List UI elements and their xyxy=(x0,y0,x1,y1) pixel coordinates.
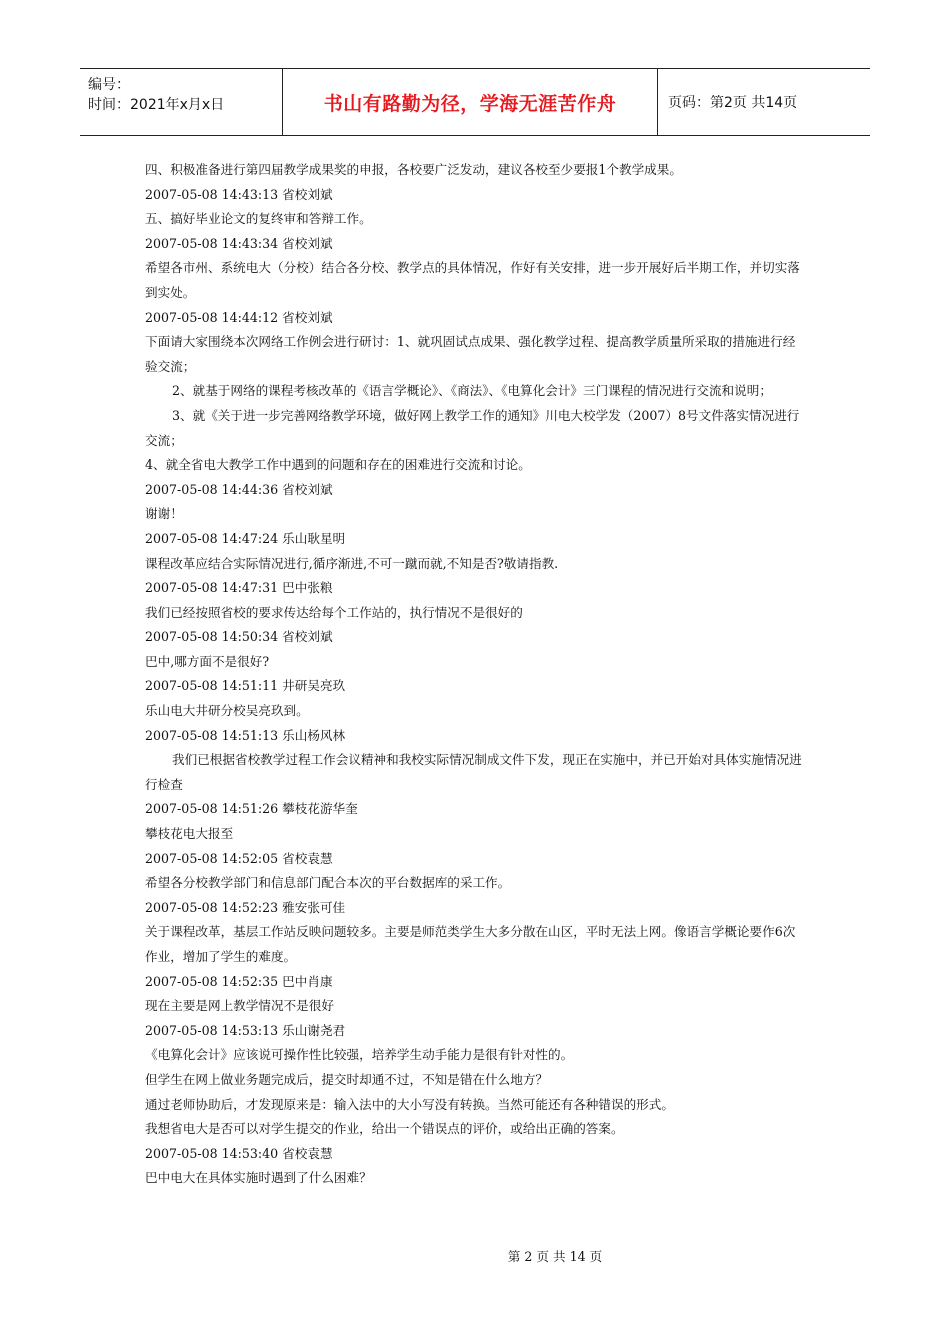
message-text: 《电算化会计》应该说可操作性比较强，培养学生动手能力是很有针对性的。 xyxy=(145,1047,574,1063)
document-time-label: 时间：2021年x月x日 xyxy=(88,97,225,113)
message-text: 关于课程改革，基层工作站反映问题较多。主要是师范类学生大多分散在山区，平时无法上网。像语言学概论要作6次作业，增加了学生的难度。 xyxy=(145,924,796,964)
message-timestamp: 2007-05-08 14:52:23 雅安张可佳 xyxy=(145,899,346,915)
message-text: 4、就全省电大教学工作中遇到的问题和存在的困难进行交流和讨论。 xyxy=(145,457,531,473)
message-text: 攀枝花电大报至 xyxy=(145,826,234,842)
message-text: 2、就基于网络的课程考核改革的《语言学概论》、《商法》、《电算化会计》三门课程的情况进行交流和说明； xyxy=(172,383,772,399)
message-timestamp: 2007-05-08 14:53:40 省校袁慧 xyxy=(145,1145,333,1161)
message-timestamp: 2007-05-08 14:43:34 省校刘斌 xyxy=(145,235,333,251)
message-text: 五、搞好毕业论文的复终审和答辩工作。 xyxy=(145,211,372,227)
message-text: 我们已根据省校教学过程工作会议精神和我校实际情况制成文件下发，现正在实施中，并已开始对具体实施情况进行检查 xyxy=(145,752,802,792)
message-timestamp: 2007-05-08 14:44:36 省校刘斌 xyxy=(145,481,333,497)
message-text: 我们已经按照省校的要求传达给每个工作站的，执行情况不是很好的 xyxy=(145,604,523,620)
message-text: 四、积极准备进行第四届教学成果奖的申报，各校要广泛发动，建议各校至少要报1个教学成果。 xyxy=(145,162,682,177)
message-text: 通过老师协助后，才发现原来是：输入法中的大小写没有转换。当然可能还有各种错误的形式。 xyxy=(145,1096,674,1112)
header-meta xyxy=(80,69,282,135)
page-header xyxy=(80,68,870,136)
message-text: 巴中电大在具体实施时遇到了什么困难？ xyxy=(145,1170,372,1186)
message-text: 希望各市州、系统电大（分校）结合各分校、教学点的具体情况，作好有关安排，进一步开展好后半期工作，并切实落到实处。 xyxy=(145,260,800,300)
message-timestamp: 2007-05-08 14:43:13 省校刘斌 xyxy=(145,186,333,202)
message-timestamp: 2007-05-08 14:44:12 省校刘斌 xyxy=(145,309,333,325)
message-timestamp: 2007-05-08 14:51:13 乐山杨风林 xyxy=(145,727,346,743)
message-timestamp: 2007-05-08 14:51:26 攀枝花游华奎 xyxy=(145,801,358,817)
message-text: 下面请大家围绕本次网络工作例会进行研讨：1、就巩固试点成果、强化教学过程、提高教学质量所采取的措施进行经验交流； xyxy=(145,334,796,374)
document-body xyxy=(145,158,807,1191)
page-footer xyxy=(0,1246,950,1265)
message-text: 希望各分校教学部门和信息部门配合本次的平台数据库的采工作。 xyxy=(145,875,511,891)
message-text: 乐山电大井研分校吴亮玖到。 xyxy=(145,703,309,719)
message-timestamp: 2007-05-08 14:47:24 乐山耿星明 xyxy=(145,530,346,546)
message-timestamp: 2007-05-08 14:52:05 省校袁慧 xyxy=(145,850,333,866)
message-text: 课程改革应结合实际情况进行,循序渐进,不可一蹴而就,不知是否?敬请指教. xyxy=(145,555,559,571)
message-timestamp: 2007-05-08 14:53:13 乐山谢尧君 xyxy=(145,1022,346,1038)
message-timestamp: 2007-05-08 14:50:34 省校刘斌 xyxy=(145,629,333,645)
document-number-label: 编号： xyxy=(88,77,130,93)
message-text: 我想省电大是否可以对学生提交的作业，给出一个错误点的评价，或给出正确的答案。 xyxy=(145,1121,624,1137)
message-timestamp: 2007-05-08 14:47:31 巴中张粮 xyxy=(145,580,333,596)
message-timestamp: 2007-05-08 14:51:11 井研吴亮玖 xyxy=(145,678,346,694)
message-text: 3、就《关于进一步完善网络教学环境，做好网上教学工作的通知》川电大校学发（2007）8号文件落实情况进行交流； xyxy=(145,407,800,448)
message-text: 但学生在网上做业务题完成后，提交时却通不过，不知是错在什么地方？ xyxy=(145,1071,548,1087)
message-text: 谢谢！ xyxy=(145,506,183,522)
header-page-number: 页码：第2页 共14页 xyxy=(668,95,798,111)
footer-page-number: 第 2 页 共 14 页 xyxy=(507,1249,603,1264)
message-timestamp: 2007-05-08 14:52:35 巴中肖康 xyxy=(145,973,333,989)
message-text: 现在主要是网上教学情况不是很好 xyxy=(145,998,334,1014)
header-motto: 书山有路勤为径，学海无涯苦作舟 xyxy=(282,69,658,135)
message-text: 巴中,哪方面不是很好? xyxy=(145,653,270,669)
